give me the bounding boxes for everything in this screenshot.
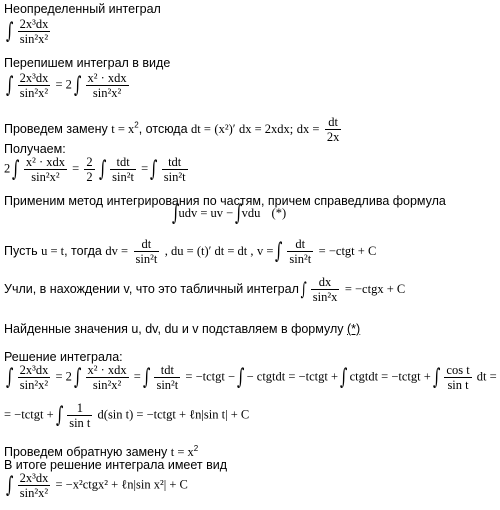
- final-line: В итоге решение интеграла имеет вид: [4, 458, 228, 472]
- received-line: Получаем:: [4, 142, 66, 156]
- integral-rewrite: ∫ $\frac{\text{2x³dx}}{\text{sin²x²}}$ = 2∫ $\frac{\text{x² · xdx}}{\text{sin²x²}}$: [6, 71, 127, 100]
- integral-original: [4, 18, 52, 45]
- let-line: Пусть u = t, тогда dv = $\frac{dt}{\text{sin²t}}$ , du = (t)′ dt = dt , v =∫ $\frac{dt}{\text{sin²t}}$ = −ctgt + C: [4, 237, 377, 266]
- method-line: Применим метод интегрирования по частям, причем справедлива формула: [4, 194, 446, 208]
- integral-sign: ∫: [6, 18, 14, 44]
- equals-two: = 2: [55, 77, 72, 92]
- integral-received: 2∫ $\frac{\text{x² · xdx}}{\text{sin²x²}}$ = $\frac{2}{2}$ ∫ $\frac{\text{tdt}}{\text{sin²t}}$ =∫ $\frac{\text{tdt}}{\text{sin²t}}$: [4, 155, 186, 184]
- note-line: Учли, в нахождении v, что это табличный интеграл∫ $\frac{dx}{\text{sin²x}}$ = −ctgx + C: [4, 275, 406, 304]
- final-result: ∫ $\frac{\text{2x³dx}}{\text{sin²x²}}$ = −x²ctgx² + ℓn|sin x²| + C: [6, 471, 188, 500]
- denominator: sin²x²: [19, 32, 49, 46]
- substitution-line: Проведем замену $t = x^2$, отсюда dt = (x²)′ dx = 2xdx; dx = $\frac{dt}{2x}$: [4, 115, 340, 144]
- found-line: Найденные значения u, dv, du и v подставляем в формулу (*): [4, 322, 361, 336]
- solution-row-1: ∫ $\frac{\text{2x³dx}}{\text{sin²x²}}$ = 2∫ $\frac{\text{x² · xdx}}{\text{sin²x²}}$ =∫ $\frac{\text{tdt}}{\text{sin²t}}$ = −tctgt −∫ − ctgtdt = −tctgt +∫ ctgtdt = −tctgt +∫ $\frac{\text{cos t}}{\text{sin t}}$ dt =: [6, 363, 497, 392]
- rewrite-line: Перепишем интеграл в виде: [4, 56, 171, 70]
- fraction: [18, 18, 51, 45]
- parts-formula: ∫udv = uv −∫vdu (*): [172, 201, 287, 227]
- back-substitution-line: Проведем обратную замену $t = x^2$: [4, 444, 199, 460]
- solution-line: Решение интеграла:: [4, 350, 123, 364]
- title-line: Неопределенный интеграл: [4, 2, 161, 16]
- solution-row-2: = −tctgt +∫ $\frac{1}{\text{sin t}}$ d(sin t) = −tctgt + ℓn|sin t| + C: [4, 401, 250, 430]
- numerator: 2x³dx: [19, 17, 49, 31]
